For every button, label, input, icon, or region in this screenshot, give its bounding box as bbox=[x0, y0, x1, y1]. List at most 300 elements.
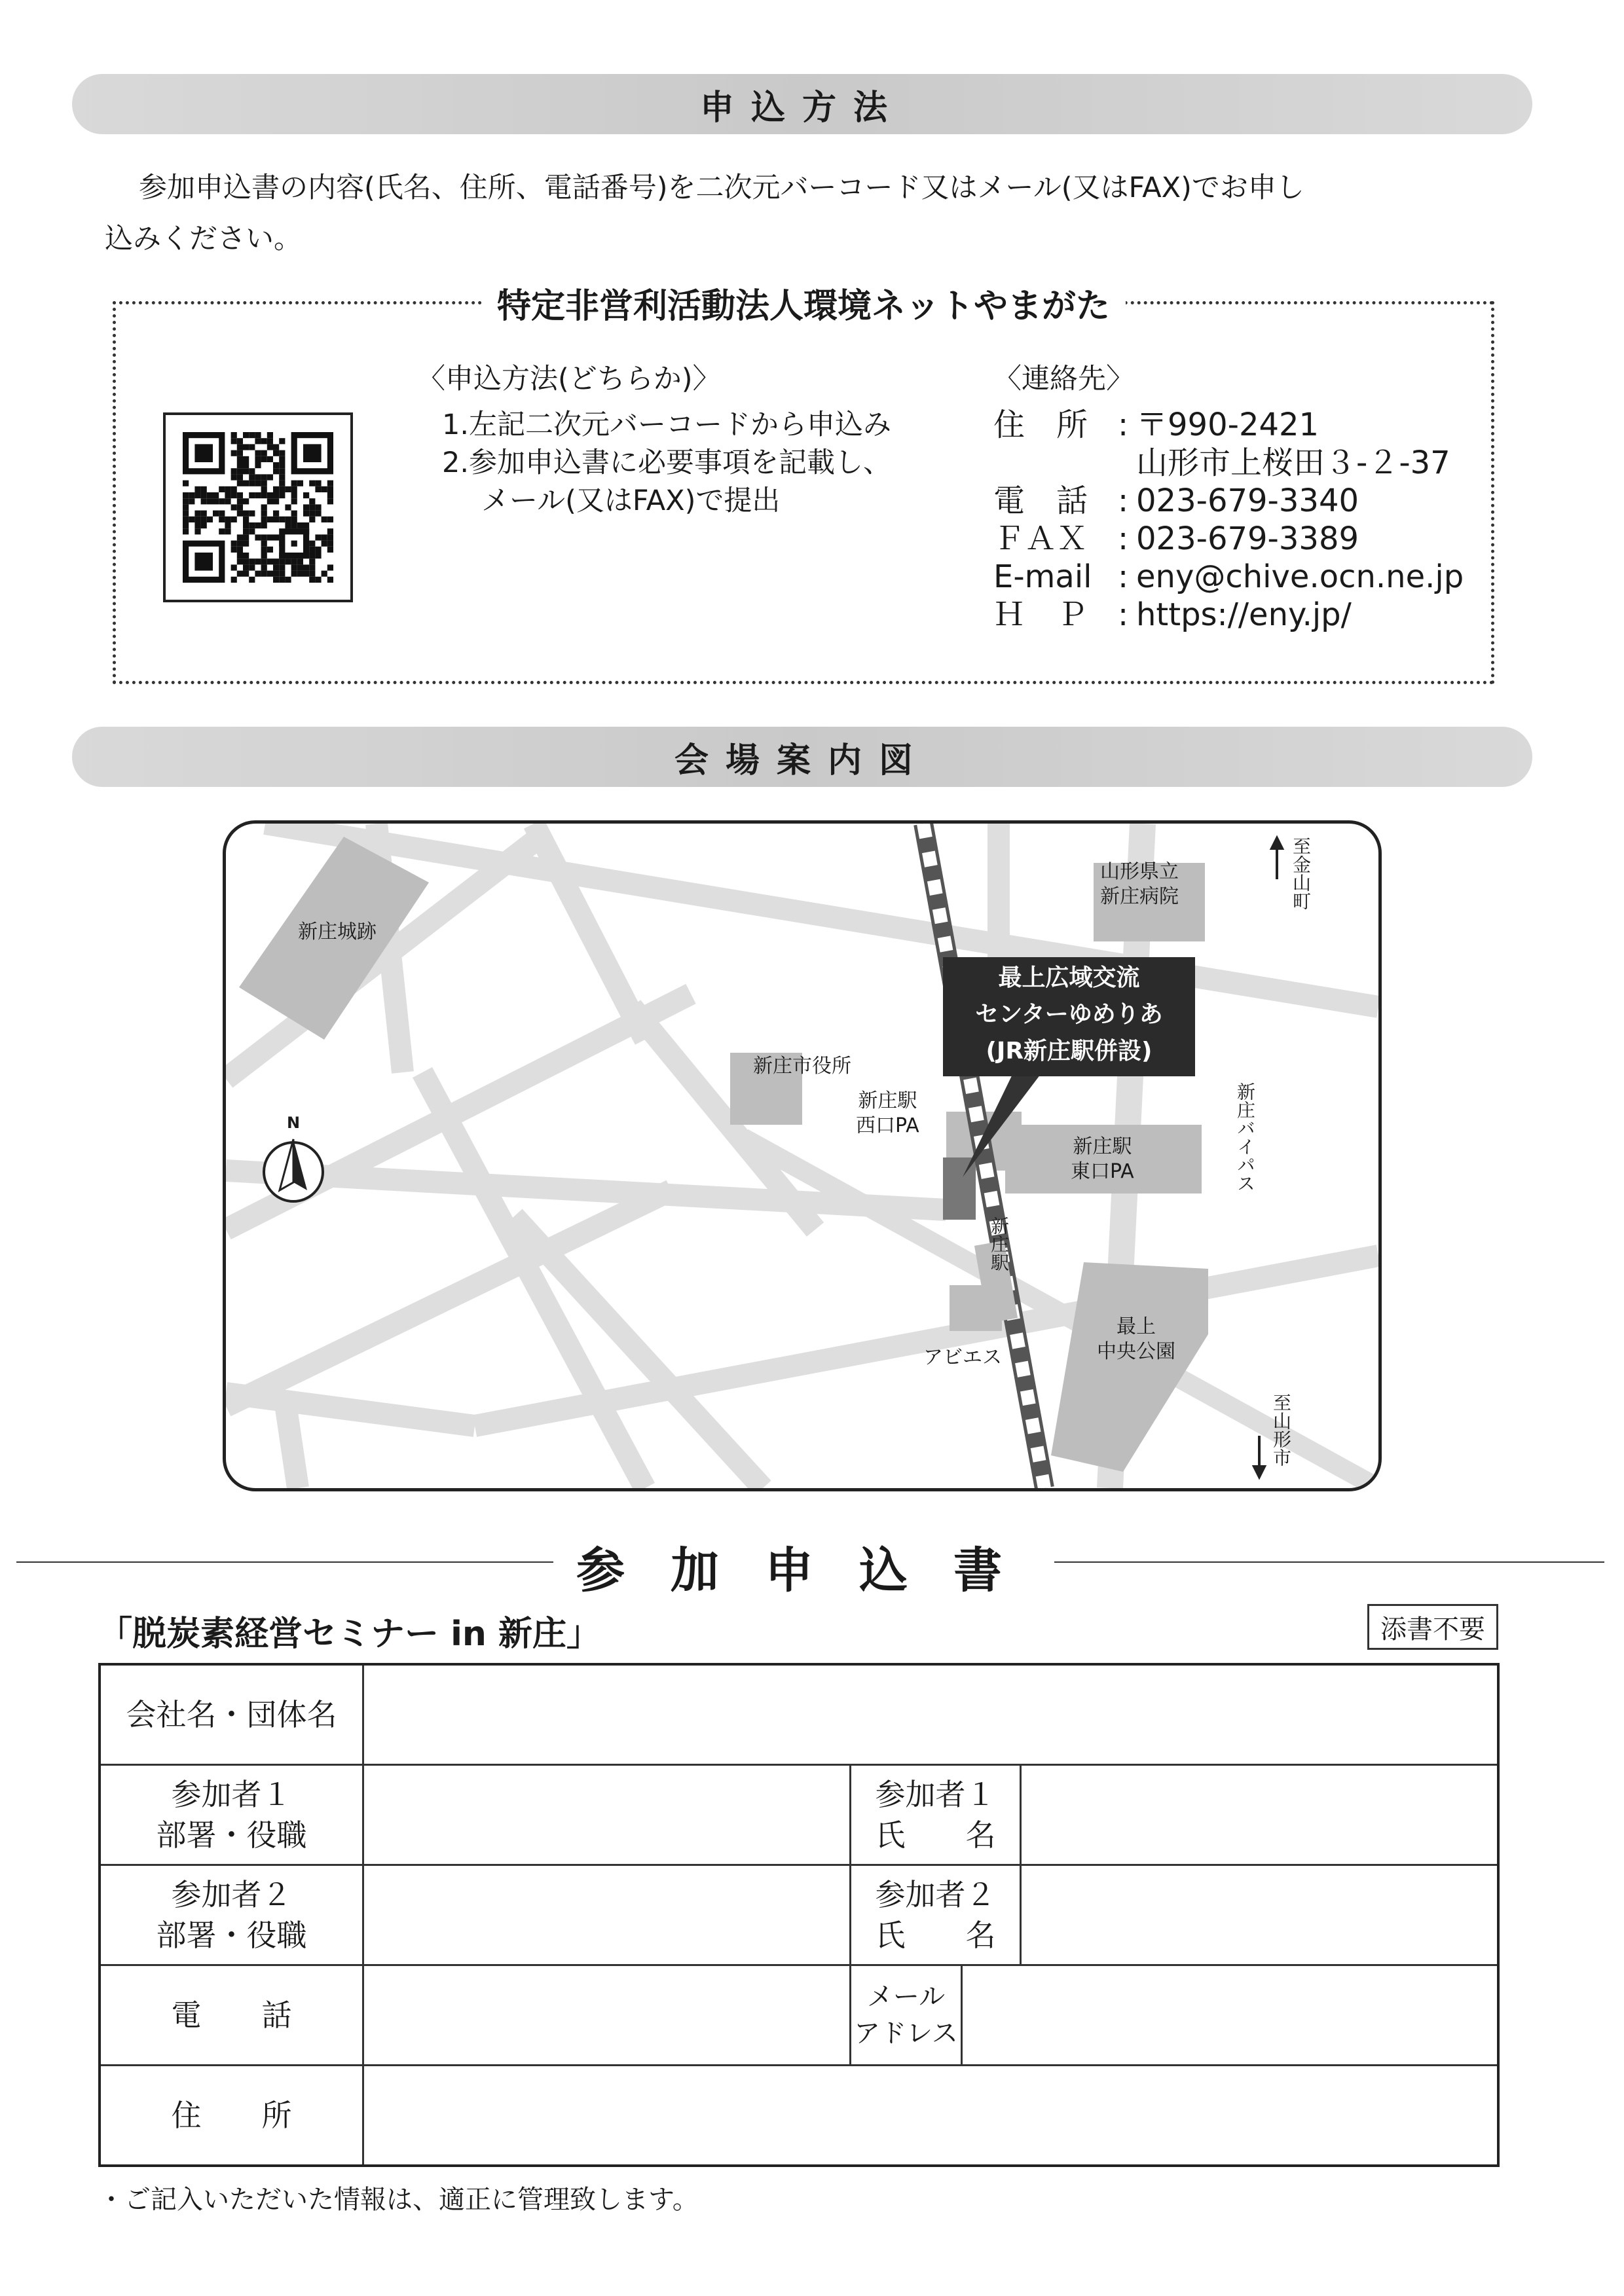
intro-line: 込みください。 bbox=[105, 223, 302, 255]
qr-module bbox=[273, 486, 279, 492]
qr-module bbox=[231, 541, 237, 547]
qr-module bbox=[322, 571, 327, 577]
qr-module bbox=[267, 517, 273, 522]
qr-module bbox=[261, 517, 267, 522]
qr-module bbox=[303, 522, 309, 528]
contact-address: 山形市上桜田３-２-37 bbox=[1136, 445, 1450, 481]
qr-module bbox=[273, 564, 279, 570]
qr-module bbox=[231, 517, 237, 522]
qr-module bbox=[213, 492, 219, 498]
qr-module bbox=[279, 481, 285, 486]
qr-module bbox=[255, 450, 261, 456]
qr-module bbox=[201, 522, 207, 528]
map-label-east-pa bbox=[1071, 1135, 1134, 1184]
contact-fax: 023-679-3389 bbox=[1136, 520, 1359, 557]
qr-module bbox=[243, 564, 249, 570]
qr-module bbox=[249, 468, 255, 474]
qr-module bbox=[225, 492, 231, 498]
company-label: 会社名・団体名 bbox=[126, 1697, 337, 1732]
qr-module bbox=[237, 547, 243, 553]
qr-module bbox=[255, 571, 261, 577]
qr-module bbox=[279, 571, 285, 577]
qr-module bbox=[261, 553, 267, 558]
qr-module bbox=[261, 541, 267, 547]
qr-module bbox=[309, 511, 315, 517]
qr-module bbox=[285, 517, 291, 522]
map-label-west-pa bbox=[856, 1089, 919, 1139]
label-line: アドレス bbox=[854, 2018, 958, 2049]
contact-key: 住 所 bbox=[993, 407, 1088, 443]
qr-module bbox=[261, 486, 267, 492]
qr-module bbox=[267, 498, 273, 504]
label-line: メール bbox=[866, 1982, 946, 2012]
phone-input[interactable] bbox=[364, 1966, 849, 2064]
map-label-line: 西口PA bbox=[856, 1114, 919, 1137]
qr-module bbox=[243, 511, 249, 517]
qr-module bbox=[249, 474, 255, 480]
qr-module bbox=[291, 564, 297, 570]
organization-name: 特定非営利活動法人環境ネットやまがた bbox=[481, 287, 1126, 326]
cover-not-needed-badge: 添書不要 bbox=[1367, 1604, 1498, 1650]
qr-module bbox=[231, 432, 237, 438]
qr-module bbox=[261, 547, 267, 553]
qr-module bbox=[249, 528, 255, 534]
qr-module bbox=[261, 534, 267, 540]
qr-module bbox=[207, 498, 213, 504]
qr-module bbox=[261, 522, 267, 528]
qr-module bbox=[243, 517, 249, 522]
qr-module bbox=[255, 462, 261, 468]
address-input[interactable] bbox=[364, 2066, 1497, 2164]
qr-module bbox=[315, 511, 321, 517]
label-line: 部署・役職 bbox=[156, 1817, 307, 1853]
qr-module bbox=[309, 547, 315, 553]
contact-row bbox=[993, 406, 1464, 444]
qr-module bbox=[261, 450, 267, 456]
venue-building bbox=[943, 1157, 976, 1220]
participant1-dept-label bbox=[101, 1766, 362, 1864]
qr-module bbox=[249, 481, 255, 486]
qr-module bbox=[261, 474, 267, 480]
qr-module bbox=[267, 571, 273, 577]
qr-module bbox=[255, 438, 261, 444]
method-item: 2.参加申込書に必要事項を記載し、 bbox=[442, 446, 892, 479]
qr-module bbox=[273, 511, 279, 517]
qr-module bbox=[183, 492, 189, 498]
qr-module bbox=[291, 492, 297, 498]
qr-module bbox=[291, 481, 297, 486]
map-label-line: 新庄駅 bbox=[858, 1089, 917, 1112]
qr-module bbox=[243, 558, 249, 564]
qr-module bbox=[237, 444, 243, 450]
map-label-to-kaneyama: 至金山町 bbox=[1290, 837, 1312, 910]
qr-module bbox=[243, 553, 249, 558]
qr-module bbox=[327, 577, 333, 583]
qr-module bbox=[231, 577, 237, 583]
form-title: 参加申込書 bbox=[576, 1542, 1048, 1599]
road bbox=[514, 1216, 763, 1488]
qr-module bbox=[315, 547, 321, 553]
map-label-line: センターゆめりあ bbox=[975, 1001, 1163, 1028]
qr-module bbox=[194, 522, 200, 528]
qr-module bbox=[327, 547, 333, 553]
qr-module bbox=[297, 558, 303, 564]
qr-module bbox=[303, 492, 309, 498]
qr-module bbox=[237, 462, 243, 468]
qr-module bbox=[261, 492, 267, 498]
qr-module bbox=[261, 511, 267, 517]
qr-module bbox=[249, 522, 255, 528]
qr-module bbox=[194, 517, 200, 522]
qr-module bbox=[279, 468, 285, 474]
qr-module bbox=[303, 564, 309, 570]
qr-module bbox=[273, 498, 279, 504]
phone-label: 電 話 bbox=[171, 1997, 292, 2033]
qr-module bbox=[183, 504, 189, 510]
qr-module bbox=[309, 517, 315, 522]
qr-module bbox=[237, 553, 243, 558]
qr-module bbox=[279, 564, 285, 570]
contact-row bbox=[993, 520, 1464, 558]
qr-module bbox=[183, 481, 189, 486]
contact-heading: 〈連絡先〉 bbox=[993, 363, 1134, 395]
qr-module bbox=[309, 553, 315, 558]
qr-module bbox=[267, 444, 273, 450]
qr-module bbox=[225, 517, 231, 522]
contact-row bbox=[993, 482, 1464, 520]
qr-module bbox=[255, 474, 261, 480]
qr-module bbox=[267, 558, 273, 564]
contact-row bbox=[993, 596, 1464, 634]
application-form bbox=[98, 1663, 1500, 2167]
qr-module bbox=[183, 498, 189, 504]
qr-module bbox=[189, 492, 194, 498]
qr-module bbox=[183, 528, 189, 534]
qr-module bbox=[297, 481, 303, 486]
qr-module bbox=[243, 522, 249, 528]
contact-colon: : bbox=[1118, 520, 1129, 557]
qr-module bbox=[249, 558, 255, 564]
label-line: 部署・役職 bbox=[156, 1918, 307, 1953]
contact-colon: : bbox=[1118, 407, 1129, 443]
contact-info bbox=[993, 360, 1464, 634]
qr-module bbox=[231, 474, 237, 480]
qr-module bbox=[201, 492, 207, 498]
qr-module bbox=[189, 517, 194, 522]
qr-module bbox=[255, 558, 261, 564]
qr-module bbox=[309, 558, 315, 564]
participant2-name-input[interactable] bbox=[1022, 1866, 1497, 1964]
section-title: 申込方法 bbox=[699, 88, 904, 128]
qr-module bbox=[194, 553, 213, 571]
map-label-line: 東口PA bbox=[1071, 1160, 1134, 1183]
map-label-to-yamagata: 至山形市 bbox=[1270, 1393, 1292, 1467]
qr-code[interactable] bbox=[163, 412, 353, 602]
qr-module bbox=[285, 504, 291, 510]
road bbox=[226, 1190, 671, 1406]
qr-module bbox=[219, 517, 225, 522]
organization-box bbox=[113, 287, 1494, 684]
qr-module bbox=[237, 498, 243, 504]
qr-module bbox=[243, 541, 249, 547]
contact-colon: : bbox=[1118, 483, 1129, 519]
qr-module bbox=[237, 541, 243, 547]
qr-module bbox=[231, 504, 237, 510]
direction-arrows bbox=[1254, 838, 1282, 1477]
qr-module bbox=[231, 564, 237, 570]
qr-module bbox=[327, 564, 333, 570]
qr-module bbox=[261, 564, 267, 570]
qr-module bbox=[231, 486, 237, 492]
contact-key: ＦＡＸ bbox=[993, 520, 1088, 557]
qr-module bbox=[273, 571, 279, 577]
qr-module bbox=[237, 492, 243, 498]
map-label-venue bbox=[943, 960, 1195, 1070]
qr-module bbox=[213, 498, 219, 504]
participant1-name-label bbox=[851, 1766, 1020, 1864]
park-block bbox=[1051, 1262, 1208, 1472]
qr-module bbox=[237, 456, 243, 462]
contact-colon: : bbox=[1118, 596, 1129, 633]
method-heading: 〈申込方法(どちらか)〉 bbox=[417, 363, 721, 395]
qr-module bbox=[279, 558, 285, 564]
contact-colon: : bbox=[1118, 558, 1129, 595]
qr-module bbox=[273, 462, 279, 468]
qr-module bbox=[194, 492, 200, 498]
contact-phone: 023-679-3340 bbox=[1136, 483, 1359, 519]
qr-module bbox=[285, 577, 291, 583]
compass-north-label: N bbox=[287, 1114, 301, 1132]
qr-module bbox=[309, 571, 315, 577]
qr-module bbox=[267, 438, 273, 444]
qr-module bbox=[279, 462, 285, 468]
qr-module bbox=[273, 517, 279, 522]
map-label-line: 中央公園 bbox=[1097, 1340, 1175, 1363]
venue-map bbox=[223, 820, 1382, 1491]
qr-module bbox=[243, 468, 249, 474]
map-label-line: (JR新庄駅併設) bbox=[986, 1038, 1153, 1065]
compass bbox=[264, 1139, 323, 1201]
qr-module bbox=[207, 517, 213, 522]
qr-module bbox=[237, 504, 243, 510]
qr-module bbox=[267, 432, 273, 438]
qr-module bbox=[291, 486, 297, 492]
map-label-abiesu: アビエス bbox=[923, 1346, 1002, 1369]
qr-module bbox=[261, 558, 267, 564]
contact-key: E-mail bbox=[993, 558, 1092, 595]
qr-module bbox=[243, 456, 249, 462]
qr-module bbox=[237, 450, 243, 456]
map-label-line: 新庄病院 bbox=[1100, 885, 1179, 908]
qr-module bbox=[309, 577, 315, 583]
qr-module bbox=[285, 522, 291, 528]
section-header-venue-map bbox=[72, 727, 1532, 787]
qr-module bbox=[291, 498, 297, 504]
qr-module bbox=[201, 511, 207, 517]
qr-module bbox=[231, 438, 237, 444]
participant1-name-input[interactable] bbox=[1022, 1766, 1497, 1864]
qr-module bbox=[219, 528, 225, 534]
map-label-line: 最上 bbox=[1116, 1315, 1156, 1338]
qr-module bbox=[297, 571, 303, 577]
qr-module bbox=[267, 534, 273, 540]
qr-module bbox=[255, 481, 261, 486]
qr-module bbox=[327, 481, 333, 486]
qr-module bbox=[267, 492, 273, 498]
qr-module bbox=[285, 558, 291, 564]
qr-module bbox=[237, 481, 243, 486]
contact-key: Ｈ Ｐ bbox=[993, 596, 1088, 633]
qr-module bbox=[309, 541, 315, 547]
qr-module bbox=[243, 462, 249, 468]
map-label-line: 山形県立 bbox=[1100, 860, 1179, 883]
qr-module bbox=[261, 438, 267, 444]
map-label-line: 新庄駅 bbox=[1073, 1135, 1132, 1158]
map-label-park bbox=[1097, 1315, 1175, 1364]
contact-homepage[interactable]: https://eny.jp/ bbox=[1136, 596, 1352, 633]
qr-module bbox=[255, 522, 261, 528]
qr-module bbox=[315, 553, 321, 558]
qr-module bbox=[273, 534, 279, 540]
qr-module bbox=[183, 522, 189, 528]
qr-module bbox=[189, 498, 194, 504]
qr-module bbox=[243, 534, 249, 540]
road bbox=[534, 824, 645, 1040]
qr-module bbox=[291, 571, 297, 577]
qr-module bbox=[273, 444, 279, 450]
qr-module bbox=[194, 528, 200, 534]
qr-module bbox=[279, 456, 285, 462]
qr-module bbox=[225, 486, 231, 492]
qr-module bbox=[315, 486, 321, 492]
qr-module bbox=[249, 432, 255, 438]
map-label-bypass: 新庄バイパス bbox=[1234, 1082, 1256, 1192]
map-label-station: 新庄駅 bbox=[988, 1216, 1010, 1271]
qr-module bbox=[249, 511, 255, 517]
qr-module bbox=[279, 517, 285, 522]
qr-module bbox=[237, 511, 243, 517]
participant2-name-label bbox=[851, 1866, 1020, 1964]
qr-module bbox=[309, 504, 315, 510]
qr-module bbox=[267, 456, 273, 462]
qr-module bbox=[249, 492, 255, 498]
qr-module bbox=[225, 528, 231, 534]
qr-module bbox=[255, 432, 261, 438]
qr-module bbox=[267, 474, 273, 480]
qr-module bbox=[327, 541, 333, 547]
qr-module bbox=[243, 432, 249, 438]
qr-module bbox=[327, 492, 333, 498]
qr-code-pattern bbox=[183, 432, 333, 583]
label-line: 参加者２ bbox=[875, 1877, 996, 1912]
qr-module bbox=[183, 511, 189, 517]
qr-module bbox=[237, 438, 243, 444]
qr-module bbox=[273, 577, 279, 583]
qr-module bbox=[327, 486, 333, 492]
qr-module bbox=[267, 547, 273, 553]
qr-module bbox=[219, 486, 225, 492]
qr-module bbox=[243, 498, 249, 504]
application-method bbox=[417, 360, 891, 520]
contact-key: 電 話 bbox=[993, 483, 1088, 519]
qr-module bbox=[249, 444, 255, 450]
participant2-dept-input[interactable] bbox=[364, 1866, 849, 1964]
qr-module bbox=[225, 522, 231, 528]
map-drawing bbox=[226, 824, 1378, 1488]
qr-module bbox=[243, 481, 249, 486]
qr-module bbox=[279, 450, 285, 456]
qr-module bbox=[327, 517, 333, 522]
seminar-title: 「脱炭素経営セミナー in 新庄」 bbox=[98, 1614, 601, 1654]
qr-module bbox=[315, 504, 321, 510]
qr-module bbox=[327, 534, 333, 540]
qr-module bbox=[291, 511, 297, 517]
section-title: 会場案内図 bbox=[674, 740, 930, 780]
qr-module bbox=[201, 486, 207, 492]
qr-module bbox=[303, 571, 309, 577]
qr-module bbox=[237, 534, 243, 540]
map-label-line: 最上広域交流 bbox=[998, 964, 1140, 991]
company-input[interactable] bbox=[364, 1666, 1497, 1764]
email-input[interactable] bbox=[963, 1966, 1497, 2064]
map-label-hospital bbox=[1100, 860, 1179, 909]
qr-module bbox=[194, 444, 213, 462]
qr-module bbox=[309, 564, 315, 570]
qr-module bbox=[231, 450, 237, 456]
email-label bbox=[851, 1966, 961, 2064]
label-line: 氏 名 bbox=[875, 1918, 996, 1953]
qr-module bbox=[285, 486, 291, 492]
qr-module bbox=[273, 468, 279, 474]
label-line: 氏 名 bbox=[875, 1817, 996, 1853]
qr-module bbox=[255, 492, 261, 498]
qr-module bbox=[273, 492, 279, 498]
label-line: 参加者１ bbox=[171, 1777, 292, 1812]
qr-module bbox=[213, 511, 219, 517]
qr-module bbox=[207, 492, 213, 498]
road bbox=[285, 1400, 298, 1488]
qr-module bbox=[322, 541, 327, 547]
qr-module bbox=[201, 517, 207, 522]
qr-module bbox=[231, 468, 237, 474]
qr-module bbox=[249, 577, 255, 583]
qr-module bbox=[291, 522, 297, 528]
qr-module bbox=[279, 492, 285, 498]
participant2-dept-label bbox=[101, 1866, 362, 1964]
qr-module bbox=[273, 450, 279, 456]
contact-email[interactable]: eny@chive.ocn.ne.jp bbox=[1136, 558, 1464, 595]
qr-module bbox=[225, 498, 231, 504]
qr-module bbox=[194, 486, 200, 492]
qr-module bbox=[273, 558, 279, 564]
intro-line: 参加申込書の内容(氏名、住所、電話番号)を二次元バーコード又はメール(又はFAX)でお申し bbox=[139, 172, 1304, 204]
road bbox=[226, 1393, 475, 1426]
privacy-note: ・ご記入いただいた情報は、適正に管理致します。 bbox=[98, 2185, 699, 2215]
qr-module bbox=[243, 444, 249, 450]
contact-key bbox=[993, 444, 1118, 482]
qr-module bbox=[327, 498, 333, 504]
section-header-application-method bbox=[72, 74, 1532, 134]
qr-module bbox=[327, 528, 333, 534]
label-line: 参加者２ bbox=[171, 1877, 292, 1912]
qr-module bbox=[255, 534, 261, 540]
label-line: 参加者１ bbox=[875, 1777, 996, 1812]
qr-module bbox=[261, 571, 267, 577]
qr-module bbox=[261, 504, 267, 510]
qr-module bbox=[219, 511, 225, 517]
participant1-dept-input[interactable] bbox=[364, 1766, 849, 1864]
qr-module bbox=[237, 474, 243, 480]
